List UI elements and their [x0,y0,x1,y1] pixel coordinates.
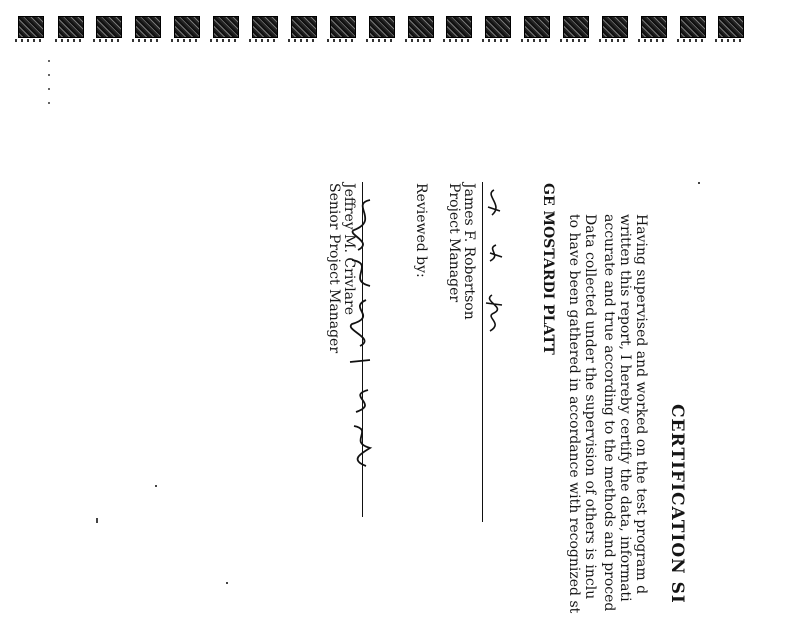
punch-hole [291,16,317,38]
scan-speck [155,485,157,487]
punch-hole [718,16,744,38]
paragraph-1-line-2: written this report, I hereby certify the data, informati [617,214,633,602]
paragraph-2-line-2: to have been gathered in accordance with recognized st [566,214,582,614]
punch-hole [369,16,395,38]
punch-hole [680,16,706,38]
punch-hole [563,16,589,38]
punch-hole [408,16,434,38]
punch-hole [485,16,511,38]
punch-hole [252,16,278,38]
punch-hole [58,16,84,38]
punch-hole [602,16,628,38]
binder-holes-strip [18,16,748,50]
company-name: GE MOSTARDI PLATT [540,183,556,355]
reviewed-by-label: Reviewed by: [413,183,429,278]
punch-hole [446,16,472,38]
signer-1-name: James F. Robertson [461,183,477,320]
scan-margin-dots [48,60,50,110]
punch-hole [213,16,239,38]
certification-heading: CERTIFICATION SI [667,404,687,604]
punch-hole [96,16,122,38]
punch-hole [18,16,44,38]
signer-1-title: Project Manager [446,183,462,303]
scan-speck [226,582,228,584]
paragraph-1-line-1: Having supervised and worked on the test program d [633,214,649,595]
signature-line-1 [482,182,483,522]
punch-hole [524,16,550,38]
punch-hole [135,16,161,38]
punch-hole [330,16,356,38]
signature-line-2 [362,182,363,517]
paragraph-1-line-3: accurate and true according to the methods and proced [601,214,617,612]
signer-2-title: Senior Project Manager [326,183,342,354]
paragraph-2-line-1: Data collected under the supervision of others is inclu [582,214,598,600]
signer-2-name: Jeffrey M. Crivlare [341,183,357,316]
scan-speck [96,518,98,523]
punch-hole [641,16,667,38]
punch-hole [174,16,200,38]
scan-speck [698,182,700,184]
